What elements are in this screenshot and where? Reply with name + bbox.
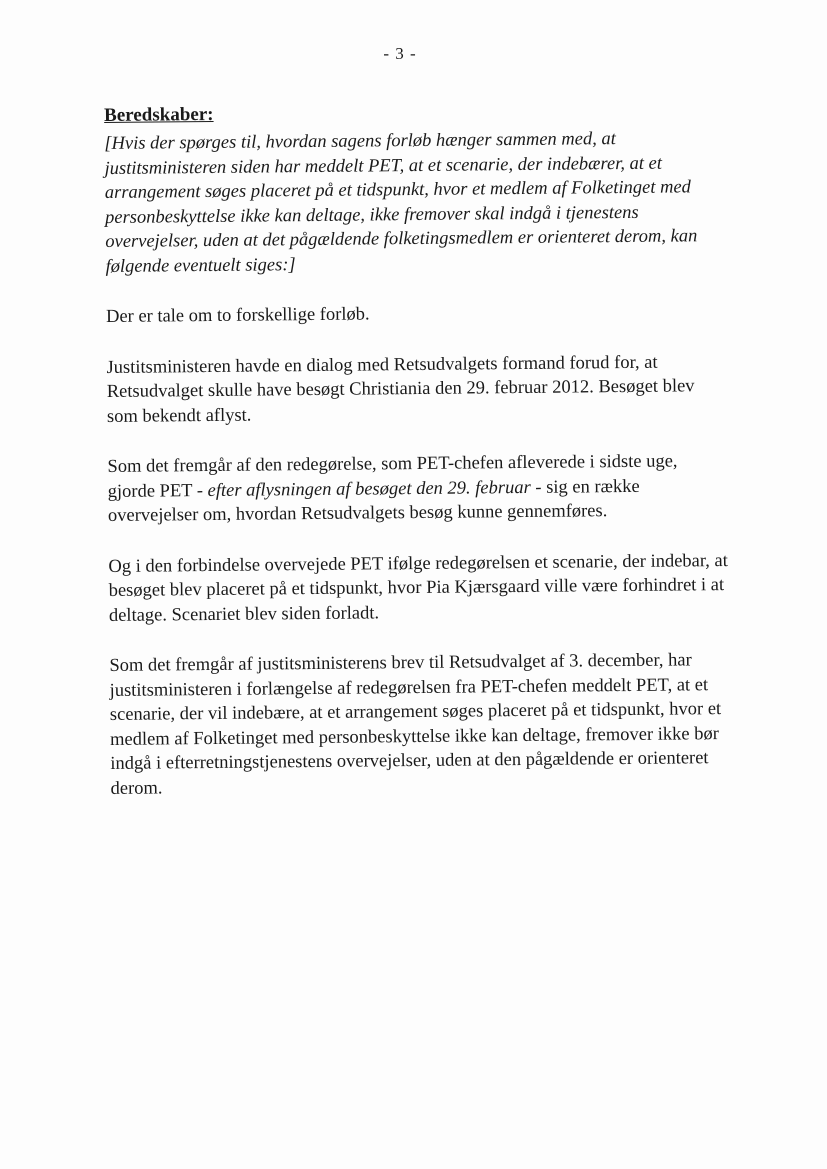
document-body	[104, 98, 731, 827]
paragraph-3	[107, 449, 728, 528]
paragraph-3-end: - sig en række overvejelser om, hvordan Retsudvalgets besøg kunne gennemføres.	[107, 476, 640, 526]
section-heading: Beredskaber:	[104, 103, 214, 126]
page-number: - 3 -	[383, 44, 417, 63]
paragraph-5: Som det fremgår af justitsministerens brev til Retsudvalget af 3. december, har justitsministeren i forlængelse af redegørelsen fra PET-chefen meddelt PET, at et scenarie, der vil indebære, at et arrangement søges placeret på et tidspunkt, hvor et medlem af Folketinget med personbeskyttelse ikke kan deltage, fremover ikke bør indgå i efterretningstjenestens overvejelser, uden at den pågældende er orienteret derom.	[109, 650, 722, 799]
paragraph-3-start: Som det fremgår af den redegørelse, som PET-chefen afleverede i sidste uge, gjorde PET -	[107, 451, 678, 502]
intro-italic-paragraph: [Hvis der spørges til, hvordan sagens forløb hænger sammen med, at justitsministeren siden har meddelt PET, at et scenarie, der indebærer, at et arrangement søges placeret på et tidspunkt, hvor et medlem af Folketinget med personbeskyttelse ikke kan deltage, ikke fremover skal indgå i tjenestens overvejelser, uden at det pågældende folketingsmedlem er orienteret derom, kan følgende eventuelt siges:]	[104, 129, 698, 277]
paragraph-1: Der er tale om to forskellige forløb.	[105, 304, 370, 327]
paragraph-3-italic: efter aflysningen af besøget den 29. februar	[207, 477, 531, 501]
paragraph-4: Og i den forbindelse overvejede PET ifølge redegørelsen et scenarie, der indebar, at besøget blev placeret på et tidspunkt, hvor Pia Kjærsgaard ville være forhindret i at deltage. Scenariet blev siden forladt.	[108, 550, 728, 626]
paragraph-2: Justitsministeren havde en dialog med Retsudvalgets formand forud for, at Retsudvalget skulle have besøgt Christiania den 29. februar 2012. Besøget blev som bekendt aflyst.	[106, 352, 695, 427]
